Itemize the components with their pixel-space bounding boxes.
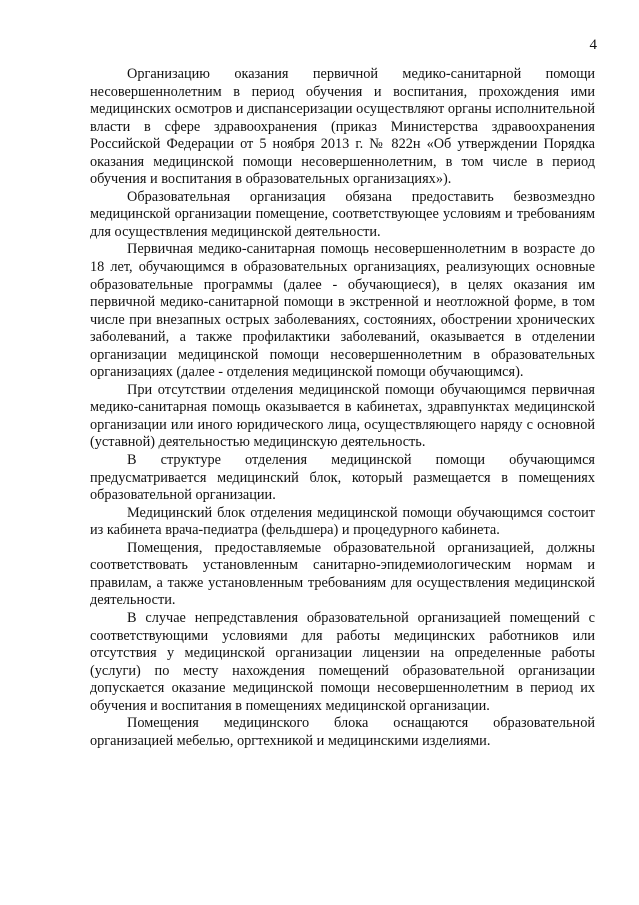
- paragraph-organization-of-care: Организацию оказания первичной медико-санитарной помощи несовершеннолетним в период обучения и воспитания, прохождения ими медицинских осмотров и диспансеризации осуществляют органы исполнительной власти в сфере здравоохранения (приказ Министерства здравоохранения Российской Федерации от 5 ноября 2013 г. № 822н «Об утверждении Порядка оказания медицинской помощи несовершеннолетним, в том числе в период обучения и воспитания в образовательных организациях»).: [90, 66, 595, 188]
- paragraph-premises-obligation: Образовательная организация обязана предоставить безвозмездно медицинской организации помещение, соответствующее условиям и требованиям для осуществления медицинской деятельности.: [90, 188, 595, 240]
- paragraph-medical-block-composition: Медицинский блок отделения медицинской помощи обучающимся состоит из кабинета врача-педиатра (фельдшера) и процедурного кабинета.: [90, 504, 595, 539]
- paragraph-primary-care-definition: Первичная медико-санитарная помощь несовершеннолетним в возрасте до 18 лет, обучающимся в образовательных организациях, реализующих основные образовательные программы (далее - обучающиеся), в целях оказания им первичной медико-санитарной помощи в экстренной и неотложной форме, в том числе при внезапных острых заболеваниях, состояниях, обострении хронических заболеваний, а также профилактики заболеваний, оказывается в отделении организации медицинской помощи несовершеннолетним в образовательных организациях (далее - отделения медицинской помощи обучающимся).: [90, 241, 595, 381]
- paragraph-premises-requirements: Помещения, предоставляемые образовательной организацией, должны соответствовать установленным санитарно-эпидемиологическим нормам и правилам, а также установленным требованиям для осуществления медицинской деятельности.: [90, 539, 595, 609]
- paragraph-alternative-premises: В случае непредставления образовательной организацией помещений с соответствующими условиями для работы медицинских работников или отсутствия у медицинской организации лицензии на определенные работы (услуги) по месту нахождения помещений образовательной организации допускается оказание медицинской помощи несовершеннолетним в период их обучения и воспитания в помещениях медицинской организации.: [90, 609, 595, 714]
- page-number: 4: [589, 37, 597, 53]
- paragraph-department-structure: В структуре отделения медицинской помощи обучающимся предусматривается медицинский блок, который размещается в помещениях образовательной организации.: [90, 452, 595, 504]
- document-body: [90, 66, 595, 750]
- paragraph-equipment: Помещения медицинского блока оснащаются образовательной организацией мебелью, оргтехникой и медицинскими изделиями.: [90, 715, 595, 749]
- paragraph-absence-of-department: При отсутствии отделения медицинской помощи обучающимся первичная медико-санитарная помощь оказывается в кабинетах, здравпунктах медицинской организации или иного юридического лица, осуществляющего наряду с основной (уставной) деятельностью медицинскую деятельность.: [90, 381, 595, 451]
